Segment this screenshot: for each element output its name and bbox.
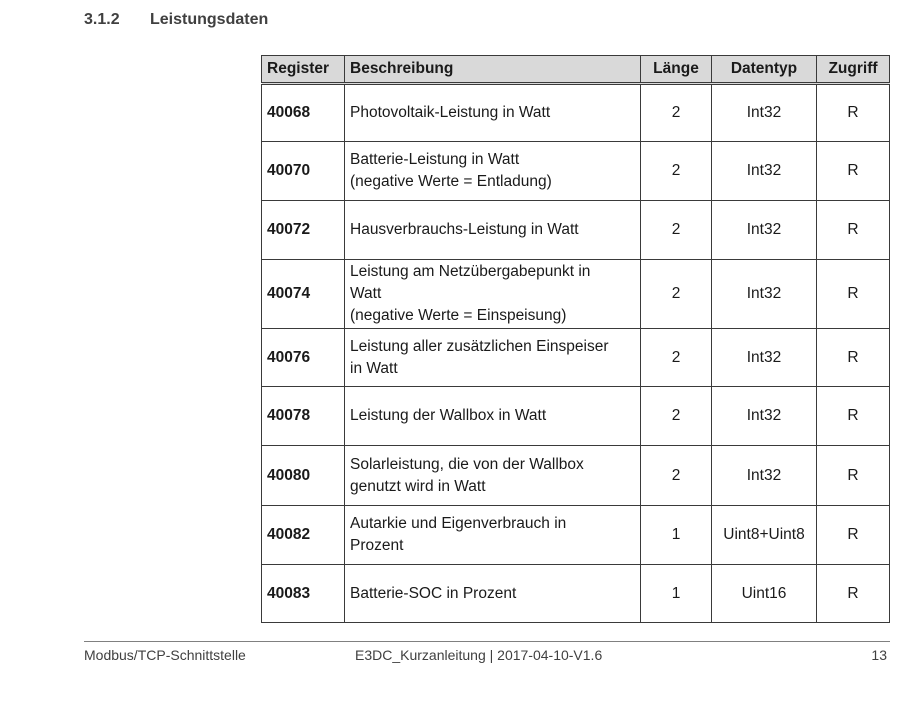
cell-laenge: 2 [641,84,712,142]
beschreibung-line: (negative Werte = Einspeisung) [350,307,567,324]
cell-zugriff: R [817,446,890,506]
cell-laenge: 1 [641,565,712,623]
beschreibung-line: genutzt wird in Watt [350,477,486,495]
beschreibung-line: Leistung der Wallbox in Watt [350,407,547,424]
cell-datentyp: Int32 [712,446,817,506]
table-row [262,387,890,446]
cell-beschreibung [345,84,641,142]
table-row [262,565,890,623]
cell-register: 40082 [262,506,345,565]
beschreibung-line: Watt [350,285,382,302]
cell-laenge: 2 [641,142,712,201]
cell-register: 40072 [262,201,345,260]
beschreibung-line: Leistung aller zusätzlichen Einspeiser [350,337,609,355]
cell-beschreibung [345,201,641,260]
table-row [262,506,890,565]
cell-beschreibung [345,387,641,446]
cell-laenge: 1 [641,506,712,565]
register-table [261,55,890,623]
cell-datentyp: Int32 [712,142,817,201]
beschreibung-line: Photovoltaik-Leistung in Watt [350,104,551,121]
beschreibung-line: in Watt [350,359,398,377]
cell-laenge: 2 [641,387,712,446]
cell-zugriff: R [817,506,890,565]
section-title: Leistungsdaten [150,11,269,28]
cell-register: 40068 [262,84,345,142]
beschreibung-line: Hausverbrauchs-Leistung in Watt [350,221,579,238]
cell-datentyp: Uint16 [712,565,817,623]
cell-datentyp: Int32 [712,329,817,387]
footer-document-name: Modbus/TCP-Schnittstelle [84,647,246,663]
cell-datentyp: Int32 [712,84,817,142]
cell-register: 40078 [262,387,345,446]
header-zugriff: Zugriff [817,56,890,84]
footer-version: E3DC_Kurzanleitung | 2017-04-10-V1.6 [355,647,603,663]
cell-beschreibung [345,506,641,565]
cell-laenge: 2 [641,329,712,387]
table-body [262,84,890,623]
cell-datentyp: Int32 [712,260,817,329]
beschreibung-line: Autarkie und Eigenverbrauch in [350,515,567,532]
beschreibung-line: Batterie-SOC in Prozent [350,584,517,602]
cell-zugriff: R [817,565,890,623]
cell-register: 40070 [262,142,345,201]
cell-zugriff: R [817,142,890,201]
cell-beschreibung [345,260,641,329]
cell-zugriff: R [817,329,890,387]
cell-zugriff: R [817,201,890,260]
cell-datentyp: Int32 [712,387,817,446]
table-row [262,260,890,329]
cell-laenge: 2 [641,201,712,260]
cell-beschreibung [345,565,641,623]
footer-divider [84,641,890,642]
cell-register: 40083 [262,565,345,623]
beschreibung-line: Prozent [350,537,404,554]
beschreibung-line: Leistung am Netzübergabepunkt in [350,263,591,280]
cell-laenge: 2 [641,446,712,506]
table-header-row [262,56,890,84]
cell-beschreibung [345,142,641,201]
cell-zugriff: R [817,387,890,446]
cell-register: 40076 [262,329,345,387]
cell-register: 40074 [262,260,345,329]
beschreibung-line: Solarleistung, die von der Wallbox [350,455,584,473]
header-beschreibung: Beschreibung [345,56,641,84]
table-row [262,142,890,201]
header-datentyp: Datentyp [712,56,817,84]
cell-zugriff: R [817,84,890,142]
section-number: 3.1.2 [84,11,120,28]
cell-register: 40080 [262,446,345,506]
section-heading [84,11,268,29]
header-register: Register [262,56,345,84]
beschreibung-line: Batterie-Leistung in Watt [350,151,520,168]
table-row [262,329,890,387]
header-laenge: Länge [641,56,712,84]
cell-datentyp: Int32 [712,201,817,260]
table-row [262,201,890,260]
cell-datentyp: Uint8+Uint8 [712,506,817,565]
beschreibung-line: (negative Werte = Entladung) [350,173,552,190]
table-row [262,84,890,142]
cell-laenge: 2 [641,260,712,329]
cell-beschreibung [345,446,641,506]
cell-beschreibung [345,329,641,387]
cell-zugriff: R [817,260,890,329]
footer-page-number: 13 [871,647,887,663]
table-row [262,446,890,506]
